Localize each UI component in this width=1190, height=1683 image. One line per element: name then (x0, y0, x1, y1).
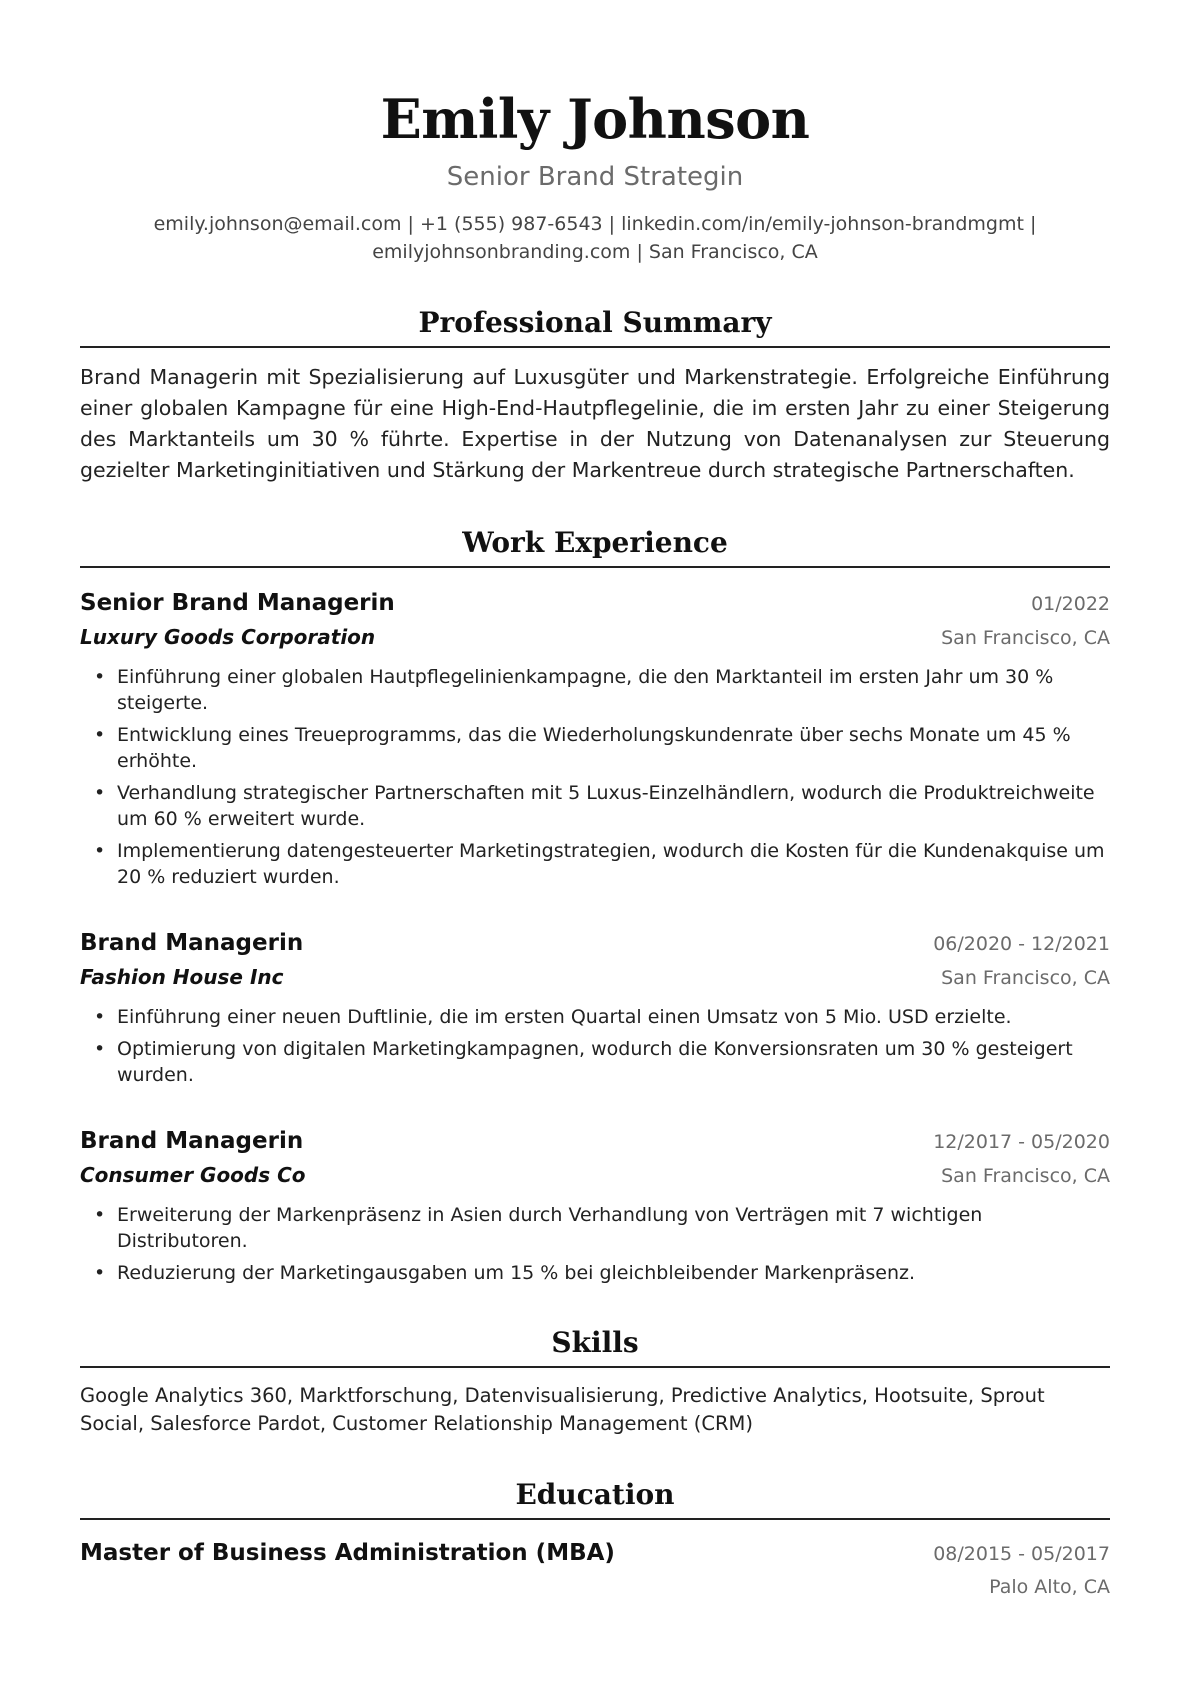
job-bullet: • Reduzierung der Marketingausgaben um 15 % bei gleichbleibender Markenpräsenz. (80, 1260, 1110, 1286)
education-heading: Education (80, 1476, 1110, 1520)
job-role: Senior Brand Managerin (80, 590, 395, 616)
education-location: Palo Alto, CA (989, 1576, 1110, 1598)
resume-header (80, 0, 1110, 266)
contact-line-1: emily.johnson@email.com | +1 (555) 987-6543 | linkedin.com/in/emily-johnson-brandmgmt | (153, 213, 1037, 235)
degree-name: Master of Business Administration (MBA) (80, 1540, 615, 1566)
candidate-title: Senior Brand Strategin (446, 162, 744, 192)
experience-section (80, 524, 1110, 1286)
job-bullet: • Einführung einer globalen Hautpflegelinienkampagne, die den Marktanteil im ersten Jahr um 30 % steigerte. (80, 664, 1110, 716)
experience-heading: Work Experience (80, 524, 1110, 568)
job-company: Luxury Goods Corporation (80, 625, 376, 649)
job-bullets (80, 1004, 1110, 1088)
skills-text: Google Analytics 360, Marktforschung, Datenvisualisierung, Predictive Analytics, Hootsuite, Sprout Social, Salesforce Pardot, Customer Relationship Management (CRM) (80, 1384, 1045, 1435)
job-entry (80, 1124, 1110, 1286)
job-role: Brand Managerin (80, 930, 304, 956)
summary-text: Brand Managerin mit Spezialisierung auf Luxusgüter und Markenstrategie. Erfolgreiche Einführung einer globalen Kampagne für eine High-End-Hautpflegelinie, die im ersten Jahr zu einer Steigerung des Marktanteils um 30 % führte. Expertise in der Nutzung von Datenanalysen zur Steuerung gezielter Marketinginitiativen und Stärkung der Markentreue durch strategische Partnerschaften. (80, 365, 1110, 482)
candidate-name: Emily Johnson (380, 87, 810, 151)
contact-info (80, 210, 1110, 266)
job-bullets (80, 664, 1110, 890)
education-entry (80, 1536, 1110, 1604)
job-company: Fashion House Inc (80, 965, 284, 989)
contact-line-2: emilyjohnsonbranding.com | San Francisco, CA (372, 241, 818, 263)
job-bullets (80, 1202, 1110, 1286)
job-bullet: • Entwicklung eines Treueprogramms, das die Wiederholungskundenrate über sechs Monate um 45 % erhöhte. (80, 722, 1110, 774)
job-role: Brand Managerin (80, 1128, 304, 1154)
job-date: 01/2022 (1031, 593, 1110, 615)
job-location: San Francisco, CA (941, 627, 1110, 649)
job-location: San Francisco, CA (941, 1165, 1110, 1187)
summary-heading: Professional Summary (80, 304, 1110, 348)
job-bullet: • Einführung einer neuen Duftlinie, die im ersten Quartal einen Umsatz von 5 Mio. USD erzielte. (80, 1004, 1110, 1030)
education-section (80, 1476, 1110, 1604)
job-company: Consumer Goods Co (80, 1163, 306, 1187)
education-date: 08/2015 - 05/2017 (933, 1543, 1110, 1565)
job-bullet: • Optimierung von digitalen Marketingkampagnen, wodurch die Konversionsraten um 30 % gesteigert wurden. (80, 1036, 1110, 1088)
job-bullet: • Verhandlung strategischer Partnerschaften mit 5 Luxus-Einzelhändlern, wodurch die Produktreichweite um 60 % erweitert wurde. (80, 780, 1110, 832)
summary-section (80, 304, 1110, 486)
job-location: San Francisco, CA (941, 967, 1110, 989)
skills-heading: Skills (80, 1324, 1110, 1368)
job-bullet: • Erweiterung der Markenpräsenz in Asien durch Verhandlung von Verträgen mit 7 wichtigen Distributoren. (80, 1202, 1110, 1254)
job-date: 12/2017 - 05/2020 (933, 1131, 1110, 1153)
job-entry (80, 926, 1110, 1088)
job-bullet: • Implementierung datengesteuerter Marketingstrategien, wodurch die Kosten für die Kundenakquise um 20 % reduziert wurden. (80, 838, 1110, 890)
skills-section (80, 1324, 1110, 1438)
job-entry (80, 586, 1110, 890)
job-date: 06/2020 - 12/2021 (933, 933, 1110, 955)
